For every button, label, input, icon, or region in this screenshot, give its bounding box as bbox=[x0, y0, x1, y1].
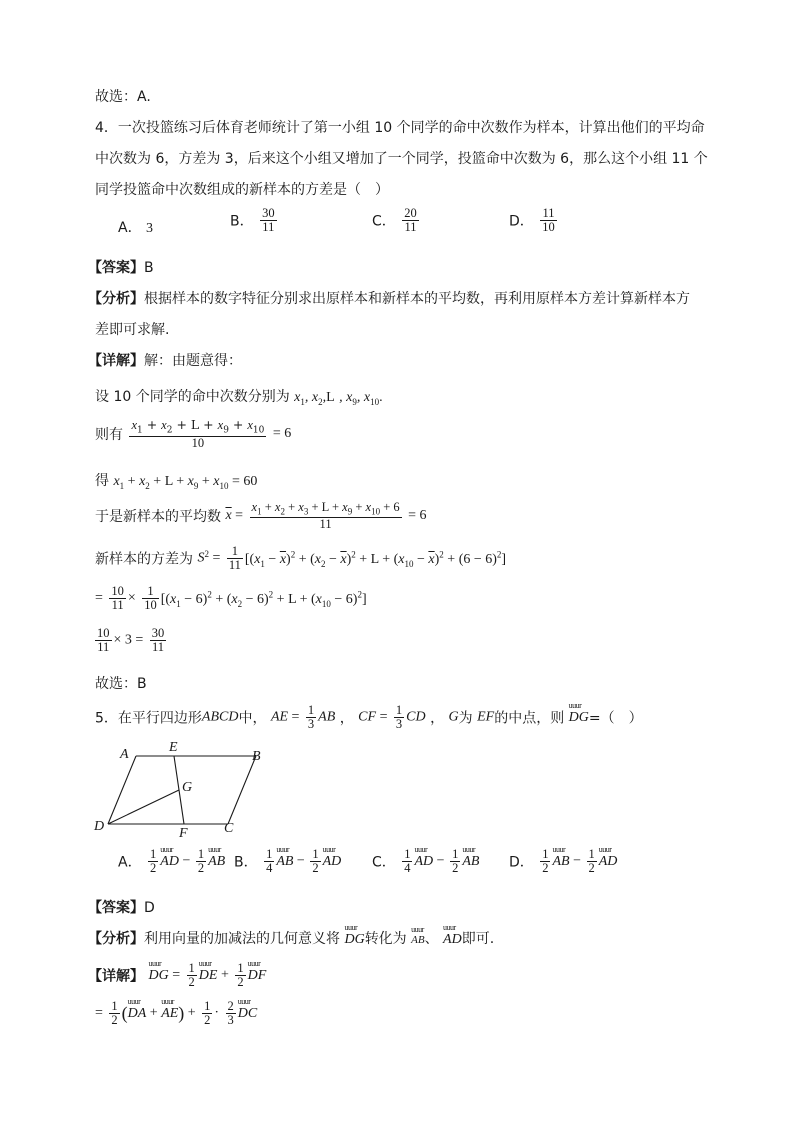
q4-step-sum: 得 $x_1 + x_2 + L + x_9 + x_{10} = 60$ bbox=[95, 473, 258, 491]
label-a: A bbox=[120, 747, 129, 762]
q5-analysis: 【分析】利用向量的加减法的几何意义将 uuur DG转化为 uuur AB、 uuur AD即可. bbox=[88, 928, 494, 948]
label-e: E bbox=[169, 740, 178, 755]
q5-option-d[interactable]: D． $\frac{1}{2}$ uuur AB − $\frac{1}{2}$ uuur AD bbox=[509, 848, 617, 875]
q4-stem-line3: 同学投篮命中次数组成的新样本的方差是（ ） bbox=[95, 182, 389, 198]
previous-answer: 故选：A. bbox=[95, 89, 151, 105]
q4-stem-line2: 中次数为 6，方差为 3，后来这个小组又增加了一个同学，投篮命中次数为 6，那么这个小组 11 个 bbox=[95, 151, 708, 167]
q4-analysis-cont: 差即可求解. bbox=[95, 322, 170, 338]
side-da bbox=[108, 756, 136, 824]
label-g: G bbox=[182, 780, 193, 795]
segment-dg bbox=[108, 790, 179, 824]
label-d: D bbox=[94, 819, 105, 834]
q4-answer: 【答案】B bbox=[88, 260, 154, 276]
label-b: B bbox=[252, 749, 261, 764]
q5-option-a[interactable]: A． $\frac{1}{2}$ uuur AD − $\frac{1}{2}$ uuur AB bbox=[118, 848, 225, 875]
q4-step-simplify: = $\frac{10}{11}$ × $\frac{1}{10}$ $[(x_1 - 6)^2 + (x_2 - 6)^2 + L + (x_{10} - 6)^2]$ bbox=[95, 584, 367, 613]
q5-option-b[interactable]: B． $\frac{1}{4}$ uuur AB − $\frac{1}{2}$ uuur AD bbox=[234, 848, 341, 875]
q4-step-new-mean: 于是新样本的平均数 $\overline{x}$ = $\frac{x_1 + x_2 + x_3 + L + x_9 + x_{10} + 6}{11}$ = 6 bbox=[95, 500, 427, 531]
q5-detail-line1: 【详解】 uuur DG = $\frac{1}{2}$ uuur DE + $\frac{1}{2}$ uuur DF bbox=[88, 962, 266, 989]
q4-step-mean: 则有 $\frac{x_1 + x_2 + L + x_9 + x_{10}}{10}$ = 6 bbox=[95, 417, 292, 450]
parallelogram-figure bbox=[90, 738, 280, 840]
label-c: C bbox=[224, 821, 234, 836]
side-bc bbox=[228, 756, 256, 824]
q4-final-choice: 故选：B bbox=[95, 676, 147, 692]
q5-answer: 【答案】D bbox=[88, 900, 155, 916]
q4-option-a[interactable]: A． 3 bbox=[118, 220, 154, 236]
q4-detail: 【详解】解：由题意得： bbox=[88, 353, 242, 369]
q5-option-c[interactable]: C． $\frac{1}{4}$ uuur AD − $\frac{1}{2}$ uuur AB bbox=[372, 848, 479, 875]
q5-detail-line2: = $\frac{1}{2}$ (uuur DA + uuur AE) + $\frac{1}{2}$ · $\frac{2}{3}$ uuur DC bbox=[95, 1000, 257, 1027]
q4-step-result: $\frac{10}{11}$ × 3 = $\frac{30}{11}$ bbox=[97, 626, 165, 655]
q4-option-d[interactable]: D． $\frac{11}{10}$ bbox=[509, 206, 555, 235]
q4-analysis: 【分析】根据样本的数字特征分别求出原样本和新样本的平均数，再利用原样本方差计算新样本方 bbox=[88, 291, 690, 307]
q4-option-c[interactable]: C． $\frac{20}{11}$ bbox=[372, 206, 417, 235]
label-f: F bbox=[179, 826, 188, 840]
q5-stem: 5．在平行四边形ABCD中， AE = $\frac{1}{3}$ AB ， CF = $\frac{1}{3}$ CD ， G为 EF的中点，则 uuur DG=（ ） bbox=[95, 704, 643, 731]
q4-option-b[interactable]: B． $\frac{30}{11}$ bbox=[230, 206, 275, 235]
q4-step-define: 设 10 个同学的命中次数分别为 $x_1$, $x_2,L$ , $x_9$, $x_{10}$. bbox=[95, 389, 383, 407]
q4-step-new-variance: 新样本的方差为 $S^2$ = $\frac{1}{11}$ $[(x_1 - \overline{x})^2 + (x_2 - \overline{x})^2 + L + (x_{10} - \overline{x})^2 + (6 - 6)^2]$ bbox=[95, 544, 507, 573]
q4-stem-line1: 4．一次投篮练习后体育老师统计了第一小组 10 个同学的命中次数作为样本，计算出他们的平均命 bbox=[95, 120, 705, 136]
